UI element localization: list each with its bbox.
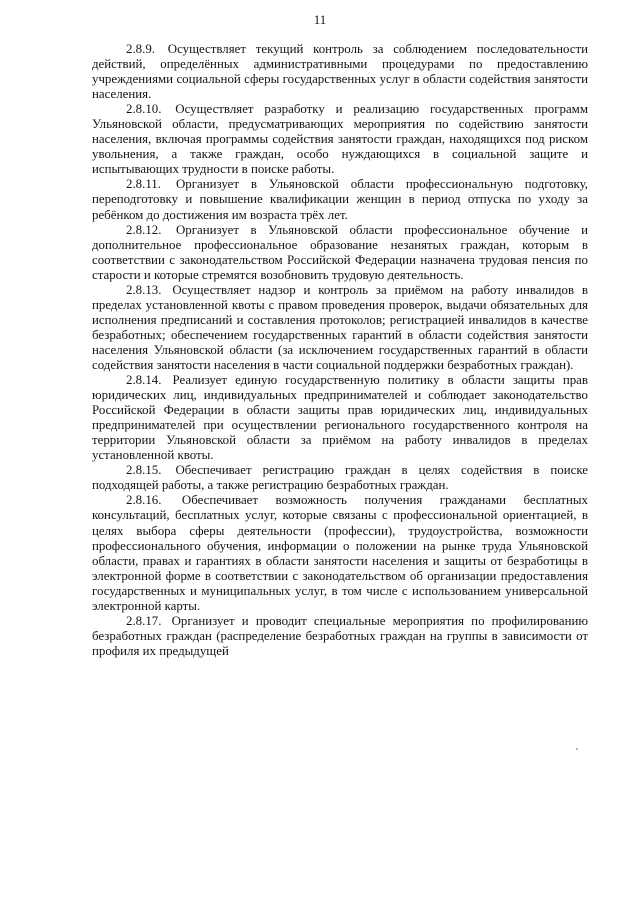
document-body	[92, 42, 588, 659]
paragraph-number: 2.8.12.	[126, 222, 162, 237]
scan-artifact	[576, 748, 578, 750]
paragraph-2-8-10	[92, 102, 588, 177]
paragraph-2-8-9	[92, 42, 588, 102]
paragraph-number: 2.8.15.	[126, 463, 162, 478]
paragraph-text: Организует в Ульяновской области профессиональную подготовку, переподготовку и повышение квалификации женщин в период отпуска по уходу за ребёнком до достижения им возраста трёх лет.	[92, 177, 588, 222]
paragraph-text: Осуществляет текущий контроль за соблюдением последовательности действий, определённых административными процедурами по предоставлению учреждениями социальной сферы государственных услуг в области содействия занятости населения.	[92, 42, 588, 102]
paragraph-2-8-15	[92, 463, 588, 493]
paragraph-2-8-16	[92, 493, 588, 613]
paragraph-text: Обеспечивает регистрацию граждан в целях содействия в поиске подходящей работы, а также регистрацию безработных граждан.	[92, 463, 588, 493]
paragraph-text: Обеспечивает возможность получения гражданами бесплатных консультаций, бесплатных услуг, которые связаны с профессиональной ориентацией, в целях выбора сферы деятельности (профессии), трудоустройства, возможности профессионального обучения, информации о положении на рынке труда Ульяновской области, правах и гарантиях в области занятости населения и защиты от безработицы в электронной форме в соответствии с законодательством об организации предоставления государственных и муниципальных услуг, в том числе с использованием универсальной электронной карты.	[92, 493, 588, 613]
paragraph-text: Организует и проводит специальные мероприятия по профилированию безработных граждан (распределение безработных граждан на группы в зависимости от профиля их предыдущей	[92, 613, 588, 658]
paragraph-number: 2.8.9.	[126, 42, 156, 56]
paragraph-text: Осуществляет надзор и контроль за приёмом на работу инвалидов в пределах установленной квоты с правом проведения проверок, выдачи обязательных для исполнения предписаний и составления протоколов; регистрацией инвалидов в качестве безработных; обеспечением государственных гарантий в области содействия занятости населения Ульяновской области (за исключением государственных гарантий в области содействия занятости населения в части социальной поддержки безработных граждан).	[92, 282, 588, 372]
paragraph-2-8-13	[92, 283, 588, 373]
paragraph-number: 2.8.11.	[126, 177, 161, 192]
paragraph-2-8-12	[92, 223, 588, 283]
paragraph-number: 2.8.16.	[126, 493, 162, 508]
paragraph-number: 2.8.14.	[126, 373, 162, 388]
paragraph-number: 2.8.13.	[126, 282, 162, 297]
paragraph-number: 2.8.17.	[126, 613, 162, 628]
page-number: 11	[313, 12, 327, 27]
paragraph-text: Организует в Ульяновской области профессиональное обучение и дополнительное профессиональное образование незанятых граждан, которым в соответствии с законодательством Российской Федерации назначена трудовая пенсия по старости и которые стремятся возобновить трудовую деятельность.	[92, 222, 588, 282]
paragraph-2-8-14	[92, 373, 588, 463]
paragraph-text: Осуществляет разработку и реализацию государственных программ Ульяновской области, предусматривающих мероприятия по содействию занятости населения, включая программы содействия занятости граждан, находящихся под риском увольнения, а также граждан, особо нуждающихся в социальной защите и испытывающих трудности в поиске работы.	[92, 102, 588, 177]
paragraph-number: 2.8.10.	[126, 102, 162, 117]
paragraph-2-8-17	[92, 614, 588, 659]
paragraph-2-8-11	[92, 177, 588, 222]
paragraph-text: Реализует единую государственную политику в области защиты прав юридических лиц, индивидуальных предпринимателей и соблюдает законодательство Российской Федерации в области защиты прав юридических лиц, индивидуальных предпринимателей при осуществлении регионального государственного контроля на территории Ульяновской области за приёмом на работу инвалидов в пределах установленной квоты.	[92, 373, 588, 463]
